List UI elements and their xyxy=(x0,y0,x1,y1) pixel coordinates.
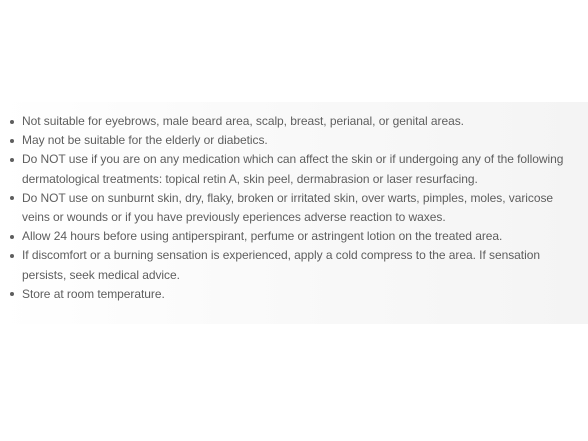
bullet-icon xyxy=(10,292,14,296)
list-item-text: Do NOT use if you are on any medication which can affect the skin or if undergoing any of the following dermatological treatments: topical retin A, skin peel, dermabrasion or laser resurfacing. xyxy=(22,152,564,186)
bullet-icon xyxy=(10,139,14,143)
list-item xyxy=(10,150,580,188)
bullet-icon xyxy=(10,120,14,124)
list-item xyxy=(10,227,580,246)
bullet-icon xyxy=(10,254,14,258)
precautions-list xyxy=(10,112,580,304)
bullet-icon xyxy=(10,196,14,200)
list-item xyxy=(10,112,580,131)
list-item-text: If discomfort or a burning sensation is experienced, apply a cold compress to the area. If sensation persists, seek medical advice. xyxy=(22,248,540,282)
list-item xyxy=(10,189,580,227)
list-item-text: Store at room temperature. xyxy=(22,286,165,301)
bullet-icon xyxy=(10,235,14,239)
list-item xyxy=(10,285,580,304)
list-item-text: Do NOT use on sunburnt skin, dry, flaky, broken or irritated skin, over warts, pimples, moles, varicose veins or wounds or if you have previously eperiences adverse reaction to waxes. xyxy=(22,190,554,225)
list-item-text: May not be suitable for the elderly or diabetics. xyxy=(22,133,268,148)
bullet-icon xyxy=(10,158,14,162)
list-item-text: Allow 24 hours before using antiperspirant, perfume or astringent lotion on the treated area. xyxy=(22,229,503,244)
list-item-text: Not suitable for eyebrows, male beard area, scalp, breast, perianal, or genital areas. xyxy=(22,114,464,128)
list-item xyxy=(10,131,580,150)
list-item xyxy=(10,246,580,284)
